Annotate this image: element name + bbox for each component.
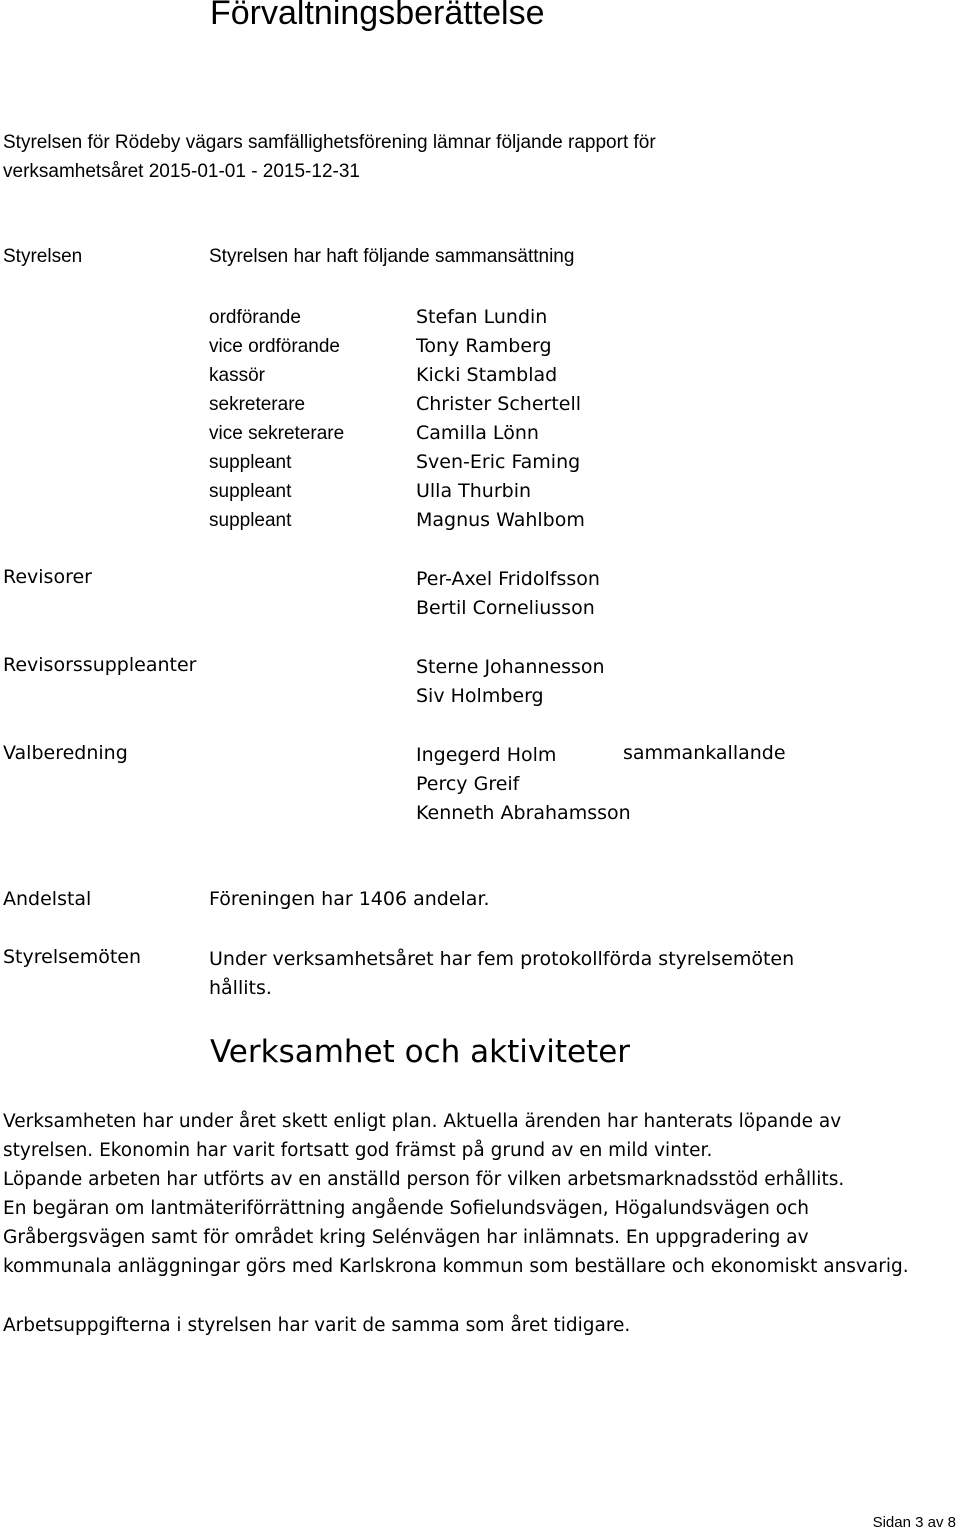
nomination-label: Valberedning: [3, 742, 128, 764]
activities-title: Verksamhet och aktiviteter: [210, 1034, 631, 1070]
activities-paragraph-2: Arbetsuppgifterna i styrelsen har varit de samma som året tidigare.: [3, 1315, 631, 1336]
board-heading: Styrelsen har haft följande sammansättning: [209, 246, 575, 267]
auditor-name: Bertil Corneliusson: [416, 597, 595, 619]
board-label: Styrelsen: [3, 246, 83, 267]
nomination-member-name: Percy Greif: [416, 773, 520, 795]
deputy-auditor-name: Siv Holmberg: [416, 685, 544, 707]
convener-note: sammankallande: [623, 742, 786, 764]
meetings-line: Under verksamhetsåret har fem protokollförda styrelsemöten: [209, 948, 795, 970]
board-role: vice sekreterare: [209, 423, 345, 444]
nomination-names: [416, 741, 631, 828]
nomination-member-name: Kenneth Abrahamsson: [416, 802, 631, 824]
shares-text: Föreningen har 1406 andelar.: [209, 888, 490, 910]
board-member-name: Christer Schertell: [416, 393, 582, 415]
board-member-name: Sven-Eric Faming: [416, 451, 581, 473]
page-number: Sidan 3 av 8: [872, 1514, 956, 1531]
board-role: sekreterare: [209, 394, 306, 415]
board-member-name: Kicki Stamblad: [416, 364, 558, 386]
board-role: suppleant: [209, 510, 292, 531]
activities-line: kommunala anläggningar görs med Karlskrona kommun som beställare och ekonomiskt ansvarig.: [3, 1256, 909, 1277]
deputy-auditors-names: [416, 653, 605, 711]
activities-line: styrelsen. Ekonomin har varit fortsatt god främst på grund av en mild vinter.: [3, 1140, 713, 1161]
page-title: Förvaltningsberättelse: [210, 0, 545, 32]
board-member-name: Tony Ramberg: [416, 335, 552, 357]
nomination-member-name: Ingegerd Holm: [416, 744, 557, 766]
board-member-name: Camilla Lönn: [416, 422, 539, 444]
intro-line: Styrelsen för Rödeby vägars samfällighetsförening lämnar följande rapport för: [3, 132, 656, 153]
intro-line: verksamhetsåret 2015-01-01 - 2015-12-31: [3, 161, 360, 182]
activities-line: Löpande arbeten har utförts av en anställd person för vilken arbetsmarknadsstöd erhållits.: [3, 1169, 845, 1190]
activities-paragraph: [3, 1107, 909, 1281]
meetings-text: [209, 945, 794, 1003]
auditors-names: [416, 565, 600, 623]
deputy-auditor-name: Sterne Johannesson: [416, 656, 605, 678]
meetings-line: hållits.: [209, 977, 272, 999]
auditor-name: Per-Axel Fridolfsson: [416, 568, 600, 590]
activities-line: Gråbergsvägen samt för området kring Selénvägen har inlämnats. En uppgradering av: [3, 1227, 809, 1248]
board-member-name: Magnus Wahlbom: [416, 509, 585, 531]
board-member-name: Ulla Thurbin: [416, 480, 532, 502]
board-role: suppleant: [209, 481, 292, 502]
board-names: [416, 303, 585, 535]
activities-line: Verksamheten har under året skett enligt plan. Aktuella ärenden har hanterats löpande av: [3, 1111, 842, 1132]
meetings-label: Styrelsemöten: [3, 946, 142, 968]
board-member-name: Stefan Lundin: [416, 306, 548, 328]
shares-label: Andelstal: [3, 888, 92, 910]
auditors-label: Revisorer: [3, 566, 92, 588]
activities-line: En begäran om lantmäteriförrättning angående Sofielundsvägen, Högalundsvägen och: [3, 1198, 809, 1219]
intro-text: [3, 128, 803, 186]
board-role: kassör: [209, 365, 265, 386]
board-role: suppleant: [209, 452, 292, 473]
board-roles: [209, 303, 344, 535]
deputy-auditors-label: Revisorssuppleanter: [3, 654, 197, 676]
board-role: ordförande: [209, 307, 301, 328]
board-role: vice ordförande: [209, 336, 340, 357]
